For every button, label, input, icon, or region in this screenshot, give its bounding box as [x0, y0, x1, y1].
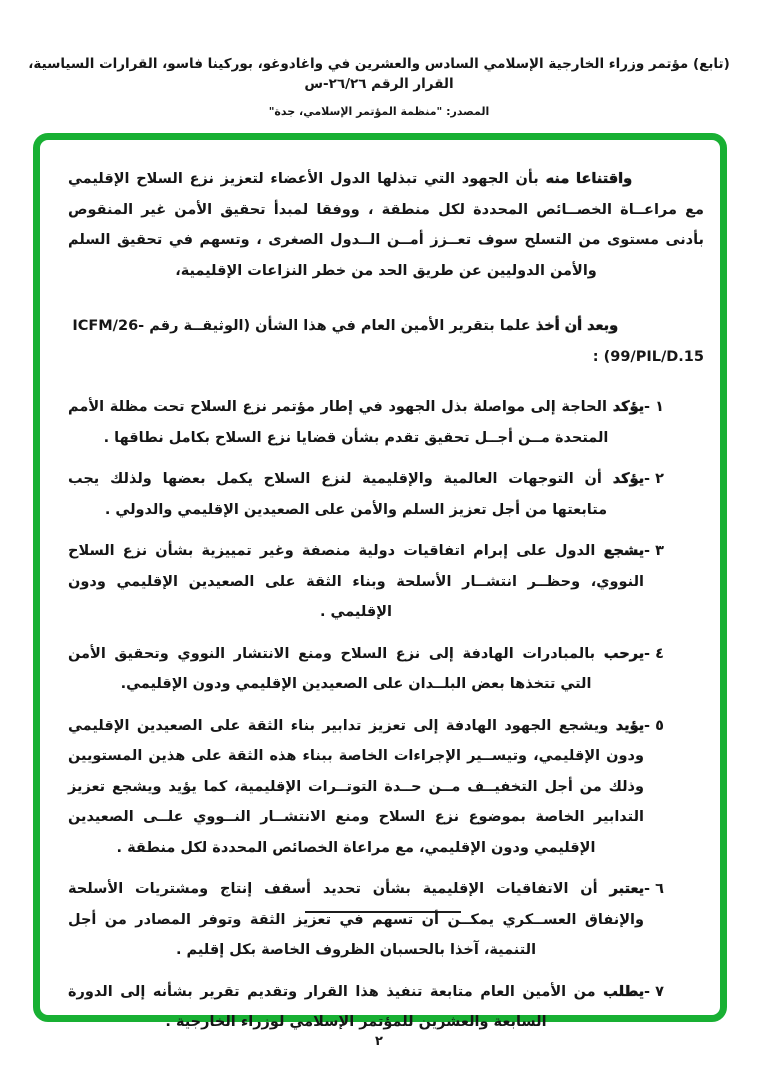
item-text-3 [68, 536, 644, 628]
header-source: المصدر: "منظمة المؤتمر الإسلامي، جدة" [268, 105, 490, 118]
resolution-frame [33, 133, 727, 1030]
item-lead-7: يطلب [603, 983, 644, 1000]
item-number-2: ٢ - [644, 471, 664, 487]
item-lead-3: يشجع [603, 543, 644, 559]
preamble-conviction-lead: واقتناعا منه [545, 171, 632, 187]
preamble-report-text-after: ) : [592, 348, 611, 365]
item-lead-1: يؤكد [612, 399, 644, 415]
resolution-item-3 [68, 536, 704, 628]
signature-divider-line [305, 911, 461, 913]
resolution-item-4 [68, 639, 704, 700]
item-number-6: ٦ - [644, 881, 664, 897]
document-header [28, 54, 730, 118]
resolution-item-1 [68, 392, 704, 453]
item-text-6 [68, 874, 644, 966]
item-text-4 [68, 639, 644, 700]
item-number-3: ٣ - [644, 543, 664, 559]
resolution-item-7 [68, 977, 704, 1038]
preamble-conviction [68, 164, 704, 286]
resolution-items [68, 392, 704, 1038]
item-text-1 [68, 392, 644, 453]
item-number-1: ١ - [644, 399, 664, 415]
item-body-2: أن التوجهات العالمية والإقليمية لنزع السلاح يكمل بعضها ولذلك يجب متابعتها من أجل تعزيز السلم والأمن على الصعيدين الإقليمي والدولي . [68, 471, 613, 518]
item-number-5: ٥ - [644, 717, 664, 734]
document-reference-code: ICFM/26-99/PIL/D.15 [72, 318, 704, 365]
resolution-item-2 [68, 464, 704, 525]
item-body-7: من الأمين العام متابعة تنفيذ هذا القرار وتقديم تقرير بشأنه إلى الدورة السابعة والعشرين للمؤتمر الإسلامي لوزراء الخارجية . [68, 983, 604, 1030]
preamble-report-text: علما بتقرير الأمين العام في هذا الشأن (الوثيقــة رقم [144, 318, 536, 334]
item-body-1: الحاجة إلى مواصلة بذل الجهود في إطار مؤتمر نزع السلاح تحت مظلة الأمم المتحدة مــن أجــل تحقيق تقدم بشأن قضايا نزع السلاح بكامل نطاقها . [68, 399, 613, 446]
item-text-2 [68, 464, 644, 525]
item-number-4: ٤ - [644, 645, 664, 662]
preamble-report [68, 311, 704, 372]
item-lead-4: يرحب [603, 645, 644, 662]
preamble-conviction-text: بأن الجهود التي تبذلها الدول الأعضاء لتعزيز نزع السلاح الإقليمي مع مراعــاة الخصــائص المحددة لكل منطقة ، ووفقا لمبدأ تحقيق الأمن غير المنقوص بأدنى مستوى من التسلح سوف تعــزز أمــن الــدول الصغرى ، وتسهم في تحقيق السلم والأمن الدوليين عن طريق الحد من خطر النزاعات الإقليمية، [68, 171, 704, 279]
item-number-7: ٧ - [644, 983, 664, 1000]
item-lead-6: يعتبر [609, 881, 644, 897]
item-lead-5: يؤيد [615, 717, 644, 734]
item-body-6: أن الاتفاقيات الإقليمية بشأن تحديد أسقف إنتاج ومشتريات الأسلحة والإنفاق العســكري يمكــن أن تسهم في تعزيز الثقة وتوفر المصادر من أجل التنمية، آخذا بالحسبان الظروف الخاصة بكل إقليم . [68, 881, 644, 958]
item-body-5: ويشجع الجهود الهادفة إلى تعزيز تدابير بناء الثقة على الصعيدين الإقليمي ودون الإقليمي، وتيســير الإجراءات الخاصة ببناء هذه الثقة على هذين المستويين وذلك من أجل التخفيــف مــن حــدة التوتــرات الإقليمية، كما يؤيد ويشجع تعزيز التدابير الخاصة بموضوع نزع السلاح ومنع الانتشــار النــووي علــى الصعيدين الإقليمي ودون الإقليمي، مع مراعاة الخصائص المحددة لكل منطقة . [68, 717, 644, 856]
page-number: ٢ [375, 1034, 383, 1049]
item-body-4: بالمبادرات الهادفة إلى نزع السلاح ومنع الانتشار النووي وتحقيق الأمن التي تتخذها بعض البلــدان على الصعيدين الإقليمي ودون الإقليمي. [68, 645, 604, 692]
header-title: (تابع) مؤتمر وزراء الخارجية الإسلامي السادس والعشرين في واغادوغو، بوركينا فاسو، القرارات السياسية، القرار الرقم ٢٦/٢٦-س [28, 56, 730, 92]
item-text-5 [68, 711, 644, 864]
preamble-report-lead: وبعد أن أخذ [535, 318, 618, 334]
item-lead-2: يؤكد [612, 471, 644, 487]
resolution-item-5 [68, 711, 704, 864]
item-body-3: الدول على إبرام اتفاقيات دولية منصفة وغير تمييزية بشأن نزع السلاح النووي، وحظــر انتشــار الأسلحة وبناء الثقة على الصعيدين الإقليمي ودون الإقليمي . [68, 543, 644, 620]
resolution-item-6 [68, 874, 704, 966]
resolution-body [40, 140, 720, 1030]
item-text-7 [68, 977, 644, 1038]
